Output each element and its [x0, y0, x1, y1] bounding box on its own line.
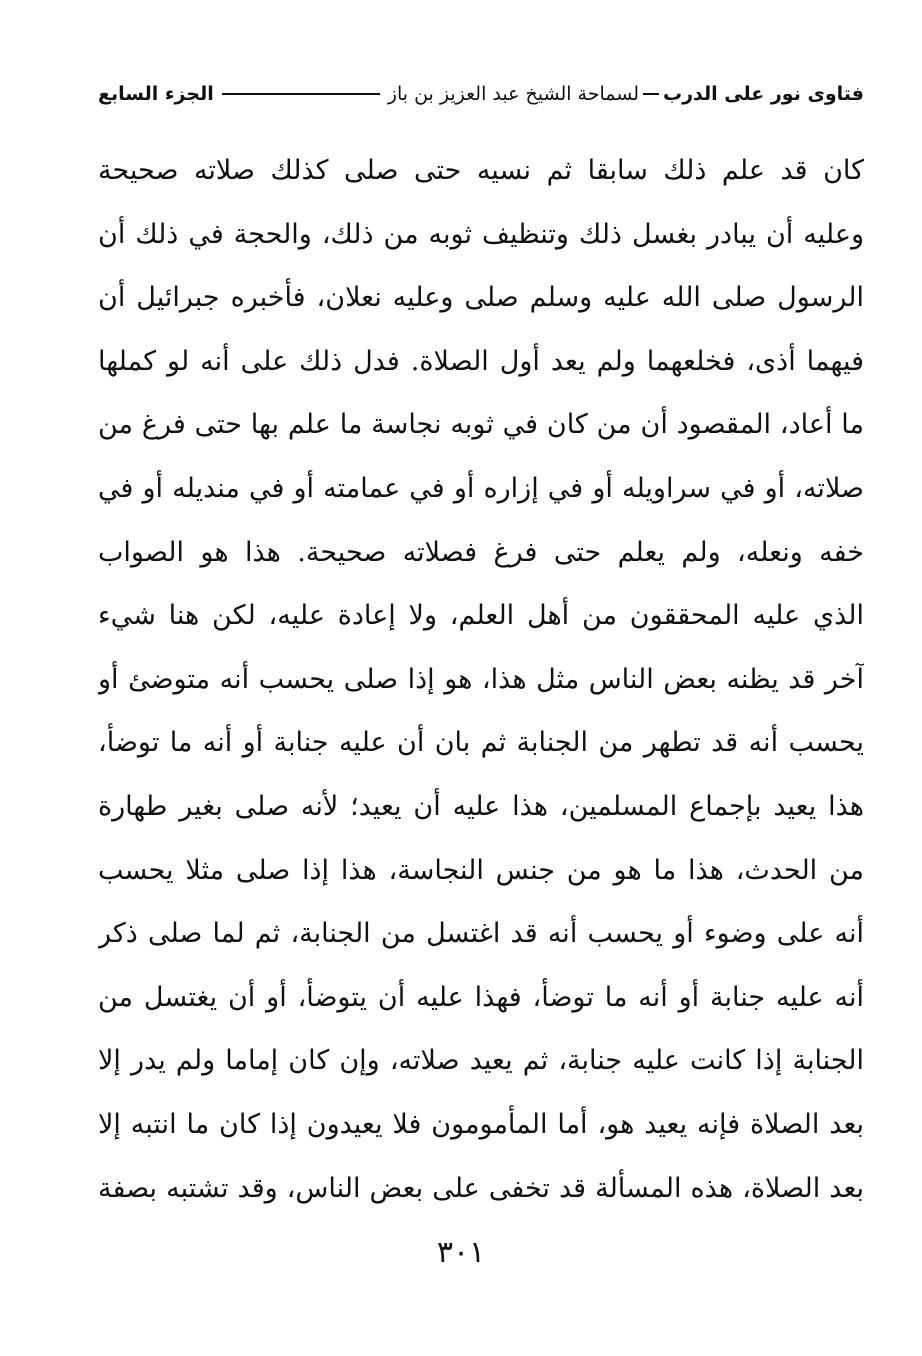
text-line: بعد الصلاة، هذه المسألة قد تخفى على بعض الناس، وقد تشتبه بصفة — [98, 1172, 864, 1204]
text-line: هذا يعيد بإجماع المسلمين، هذا عليه أن يعيد؛ لأنه صلى بغير طهارة — [98, 790, 864, 822]
volume-label: الجزء السابع — [98, 83, 214, 105]
header-dash — [643, 93, 659, 95]
page-number: ٣٠١ — [436, 1235, 486, 1270]
text-line: وعليه أن يبادر بغسل ذلك وتنظيف ثوبه من ذلك، والحجة في ذلك أن — [98, 218, 864, 250]
text-line: يحسب أنه قد تطهر من الجنابة ثم بان أن عليه جنابة أو أنه ما توضأ، — [98, 727, 864, 759]
book-title: فتاوى نور على الدرب — [663, 83, 864, 105]
text-line: فيهما أذى، فخلعهما ولم يعد أول الصلاة. فدل ذلك على أنه لو كملها — [98, 345, 864, 377]
text-line: أنه عليه جنابة أو أنه ما توضأ، فهذا عليه أن يتوضأ، أو أن يغتسل من — [98, 981, 864, 1013]
running-header — [98, 74, 864, 114]
text-line: من الحدث، هذا ما هو من جنس النجاسة، هذا إذا صلى مثلا يحسب — [98, 854, 864, 886]
text-line: أنه على وضوء أو يحسب أنه قد اغتسل من الجنابة، ثم لما صلى ذكر — [98, 918, 864, 950]
text-line: بعد الصلاة فإنه يعيد هو، أما المأمومون فلا يعيدون إذا كان ما انتبه إلا — [98, 1108, 864, 1140]
text-line: آخر قد يظنه بعض الناس مثل هذا، هو إذا صلى يحسب أنه متوضئ أو — [98, 663, 864, 695]
text-line: الرسول صلى الله عليه وسلم صلى وعليه نعلان، فأخبره جبرائيل أن — [98, 282, 864, 314]
text-line: الجنابة إذا كانت عليه جنابة، ثم يعيد صلاته، وإن كان إماما ولم يدر إلا — [98, 1045, 864, 1077]
text-line: خفه ونعله، ولم يعلم حتى فرغ فصلاته صحيحة. هذا هو الصواب — [98, 536, 864, 568]
header-rule — [222, 93, 380, 95]
text-line: الذي عليه المحققون من أهل العلم، ولا إعادة عليه، لكن هنا شيء — [98, 600, 864, 632]
fatwa-text — [98, 146, 864, 1227]
author-line: لسماحة الشيخ عبد العزيز بن باز — [387, 83, 639, 105]
text-line: كان قد علم ذلك سابقا ثم نسيه حتى صلى كذلك صلاته صحيحة — [98, 155, 864, 186]
text-line: ما أعاد، المقصود أن من كان في ثوبه نجاسة ما علم بها حتى فرغ من — [98, 409, 864, 441]
text-line: صلاته، أو في سراويله أو في إزاره أو في عمامته أو في منديله أو في — [98, 472, 864, 504]
